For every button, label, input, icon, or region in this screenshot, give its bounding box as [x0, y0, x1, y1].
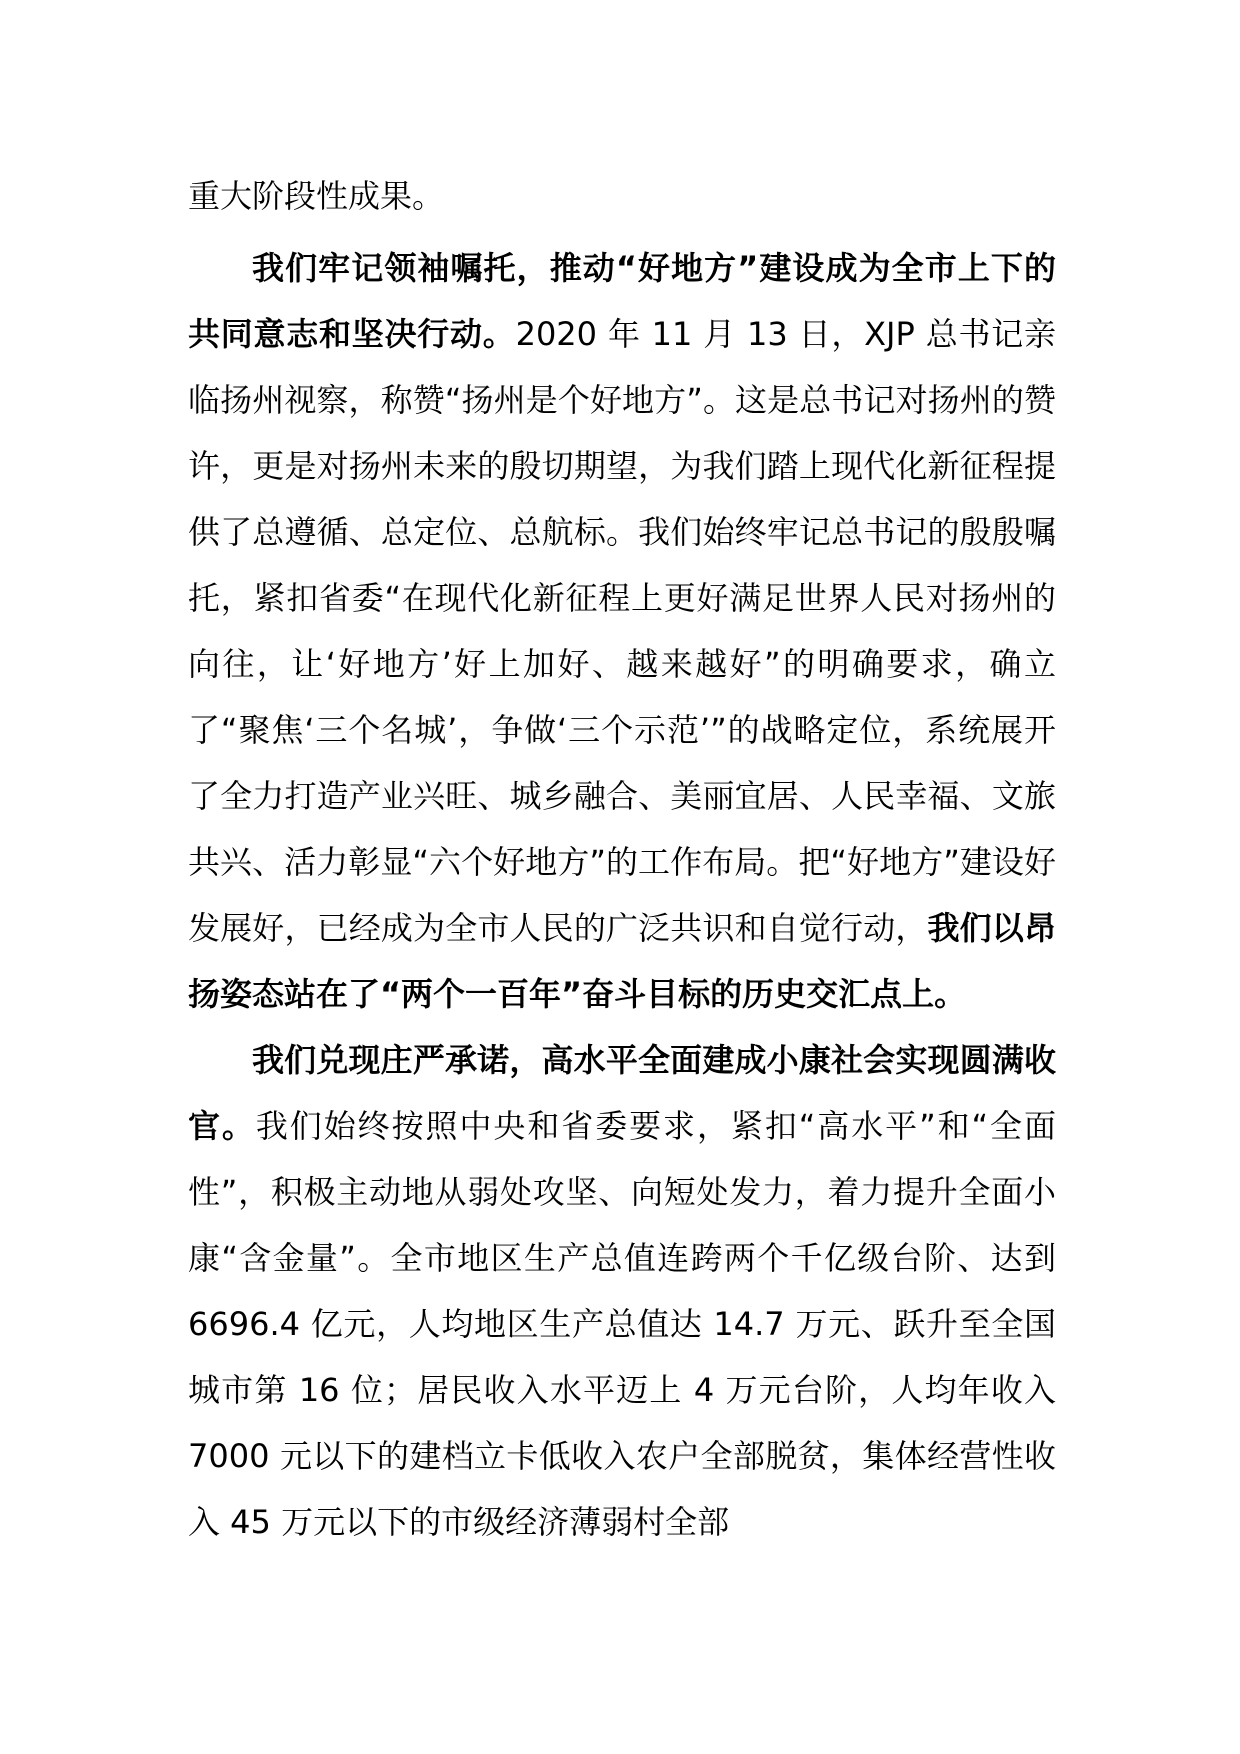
paragraph-lead-bold: 我们兑现庄严承诺，高水平全面建成小康社会实现圆满收官。 — [188, 1041, 1056, 1145]
document-body — [188, 163, 1056, 1555]
paragraph-xiaokang — [188, 1027, 1056, 1555]
paragraph-body: 我们始终按照中央和省委要求，紧扣“高水平”和“全面性”，积极主动地从弱处攻坚、向短处发力，着力提升全面小康“含金量”。全市地区生产总值连跨两个千亿级台阶、达到 6696.4 亿元，人均地区生产总值达 14.7 万元、跃升至全国城市第 16 位；居民收入水平迈上 4 万元台阶，人均年收入 7000 元以下的建档立卡低收入农户全部脱贫，集体经营性收入 45 万元以下的市级经济薄弱村全部 — [188, 1107, 1056, 1541]
paragraph-continuation — [188, 163, 1056, 229]
paragraph-text: 重大阶段性成果。 — [188, 177, 445, 215]
paragraph-tail-bold: 我们以昂扬姿态站在了“两个一百年”奋斗目标的历史交汇点上。 — [188, 909, 1056, 1013]
paragraph-lead-bold: 我们牢记领袖嘱托，推动“好地方”建设成为全市上下的共同意志和坚决行动。 — [188, 249, 1056, 353]
paragraph-body: 2020 年 11 月 13 日，XJP 总书记亲临扬州视察，称赞“扬州是个好地方”。这是总书记对扬州的赞许，更是对扬州未来的殷切期望，为我们踏上现代化新征程提供了总遵循、总定位、总航标。我们始终牢记总书记的殷殷嘱托，紧扣省委“在现代化新征程上更好满足世界人民对扬州的向往，让‘好地方’好上加好、越来越好”的明确要求，确立了“聚焦‘三个名城’，争做‘三个示范’”的战略定位，系统展开了全力打造产业兴旺、城乡融合、美丽宜居、人民幸福、文旅共兴、活力彰显“六个好地方”的工作布局。把“好地方”建设好发展好，已经成为全市人民的广泛共识和自觉行动， — [188, 315, 1056, 947]
paragraph-good-place — [188, 235, 1056, 1027]
